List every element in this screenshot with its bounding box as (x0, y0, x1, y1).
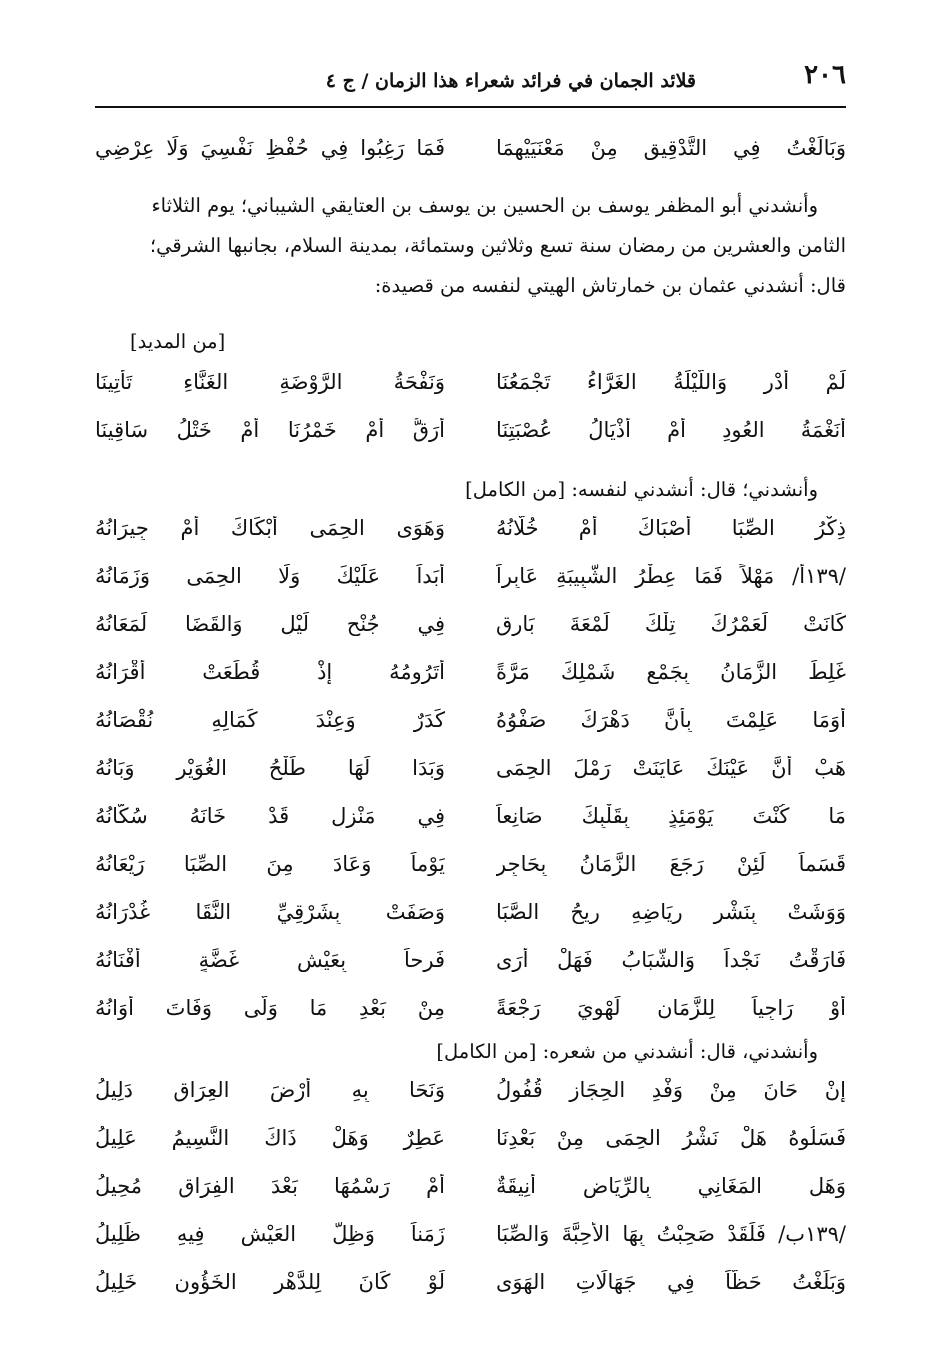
verse-second-hemistich: فِي جُنْحِ لَيْلٍ وَالقَضَا لَمَعَانُهُ (95, 612, 445, 636)
verse-first-hemistich: لَمْ أَدْرِ وَاللَّيْلَةُ الغَرَّاءُ تَجْمَعُنَا (496, 370, 846, 394)
verse (95, 410, 846, 450)
meter-label: [من الكامل] (465, 478, 566, 501)
verse-second-hemistich: فِي مَنْزِلٍ قَدْ خَانَهُ سُكَّانُهُ (95, 804, 445, 828)
verse-second-hemistich: أَتَرُومُهُ إِذْ قُطِّعَتْ أَقْرَانُهُ (95, 660, 445, 684)
verse (95, 362, 846, 402)
verse-second-hemistich: عَطِرٌ وَهَلْ ذَاكَ النَّسِيمُ عَلِيلُ (95, 1126, 445, 1150)
verse (95, 604, 846, 644)
verse-first-hemistich: هَبْ أَنَّ عَيْنَكَ عَايَنَتْ رَمْلَ الحِمَى (496, 756, 846, 780)
verse (95, 844, 846, 884)
intro-text: وأنشدني؛ قال: أنشدني لنفسه: (571, 478, 818, 501)
verse (95, 940, 846, 980)
verse-first-hemistich: مَا كُنْتَ يَوْمَئِذٍ بِقَلْبِكَ صَانِعاً (496, 804, 846, 828)
verse (95, 988, 846, 1028)
verse (95, 748, 846, 788)
verse-second-hemistich: أَرَقُّ أَمْ خَمْرُنَا أَمْ خَتْلُ سَاقِينَا (95, 418, 445, 442)
verse-first-hemistich: أَوْ رَاجِياً لِلزَّمَانِ لَهْوِيَ رَجْعَةً (496, 996, 846, 1020)
verse-first-hemistich: كَانَتْ لَعَمْرُكَ تِلْكَ لَمْعَةَ بَارِقٍ (496, 612, 846, 636)
intro-line: قال: أنشدني عثمان بن خمارتاش الهيتي لنفسه من قصيدة: (374, 274, 846, 297)
verse-second-hemistich: لَوْ كَانَ لِلدَّهْرِ الخَؤُونِ خَلِيلُ (95, 1270, 445, 1294)
verse (95, 128, 846, 168)
verse-second-hemistich: يَوْماً وَعَادَ مِنَ الصِّبَا رَيْعَانُهُ (95, 852, 445, 876)
page-number: ٢٠٦ (804, 60, 846, 90)
verse-first-hemistich: إِنْ حَانَ مِنْ وَفْدِ الحِجَازِ قُفُولُ (496, 1078, 846, 1102)
verse-second-hemistich: أَبَداً عَلَيْكَ وَلَا الحِمَى وَزَمَانُهُ (95, 564, 445, 588)
verse-second-hemistich: مِنْ بَعْدِ مَا وَلَّى وَفَاتَ أَوَانُهُ (95, 996, 445, 1020)
verse-second-hemistich: وَنَحَا بِهِ أَرْضَ العِرَاقِ دَلِيلُ (95, 1078, 445, 1102)
running-title: قلائد الجمان في فرائد شعراء هذا الزمان / ج ٤ (325, 70, 696, 92)
verse (95, 796, 846, 836)
verse (95, 652, 846, 692)
verse-first-hemistich: أَوَمَا عَلِمْتَ بِأَنَّ دَهْرَكَ صَفْوُهُ (496, 708, 846, 732)
verse-second-hemistich: وَبَدَا لَهَا طَلْحُ الغُوَيْرِ وَبَانُهُ (95, 756, 445, 780)
intro-line: الثامن والعشرين من رمضان سنة تسع وثلاثين وستمائة، بمدينة السلام، بجانبها الشرقي؛ (149, 234, 846, 257)
verse (95, 1262, 846, 1302)
intro-line (95, 1040, 846, 1063)
verse-second-hemistich: فَرِحاً بِعَيْشٍ غَضَّةٍ أَفْنَانُهُ (95, 948, 445, 972)
verse (95, 700, 846, 740)
verse (95, 1166, 846, 1206)
verse-first-hemistich: قَسَماً لَئِنْ رَجَعَ الزَّمَانُ بِحَاجِرٍ (496, 852, 846, 876)
verse-first-hemistich: فَسَلُوهُ هَلْ نَشْرُ الحِمَى مِنْ بَعْدِنَا (496, 1126, 846, 1150)
verse-first-hemistich: /١٣٩ب/ فَلَقَدْ صَحِبْتُ بِهَا الأَحِبَّةَ وَالصِّبَا (496, 1222, 846, 1246)
verse (95, 556, 846, 596)
verse-second-hemistich: وَنَفْحَةُ الرَّوْضَةِ الغَنَّاءِ تَأْتِينَا (95, 370, 445, 394)
verse (95, 1070, 846, 1110)
verse-second-hemistich: أَمْ رَسْمُهَا بَعْدَ الفِرَاقِ مُحِيلُ (95, 1174, 445, 1198)
verse (95, 1214, 846, 1254)
verse-first-hemistich: /١٣٩أ/ مَهْلاً فَمَا عِطْرُ الشَّبِيبَةِ عَابِراً (496, 564, 846, 588)
verse (95, 1118, 846, 1158)
verse (95, 892, 846, 932)
verse-first-hemistich: وَهَلِ المَغَانِي بِالرِّيَاضِ أَنِيقَةٌ (496, 1174, 846, 1198)
verse (95, 508, 846, 548)
verse-first-hemistich: وَبَالَغْتُ فِي التَّدْقِيقِ مِنْ مَعْنَيَيْهِمَا (496, 136, 846, 160)
verse-second-hemistich: زَمَناً وَظِلُّ العَيْشِ فِيهِ ظَلِيلُ (95, 1222, 445, 1246)
intro-text: وأنشدني، قال: أنشدني من شعره: (542, 1040, 818, 1063)
page-header (95, 58, 846, 108)
verse-second-hemistich: كَدَرٌ وَعِنْدَ كَمَالِهِ نُقْصَانُهُ (95, 708, 445, 732)
verse-first-hemistich: فَارَقْتُ نَجْداً وَالشَّبَابُ فَهَلْ أَرَى (496, 948, 846, 972)
intro-line (95, 478, 846, 501)
verse-first-hemistich: وَوَشَتْ بِنَشْرِ رِيَاضِهِ رِيحُ الصَّبَا (496, 900, 846, 924)
verse-first-hemistich: ذِكْرُ الصِّبَا أَصْبَاكَ أَمْ خُلَّانُهُ (496, 516, 846, 540)
verse-second-hemistich: وَصَفَتْ بِشَرْقِيِّ النَّقَا غُدْرَانُهُ (95, 900, 445, 924)
verse-first-hemistich: وَبَلَغْتُ حَظّاً فِي جَهَالَاتِ الهَوَى (496, 1270, 846, 1294)
intro-paragraph (95, 186, 846, 306)
verse-first-hemistich: غَلِطَ الزَّمَانُ بِجَمْعِ شَمْلِكَ مَرَّةً (496, 660, 846, 684)
intro-line: وأنشدني أبو المظفر يوسف بن الحسين بن يوسف بن العتايقي الشيباني؛ يوم الثلاثاء (151, 194, 818, 217)
verse-second-hemistich: فَمَا رَغِبُوا فِي حُفْظِ نَفْسِيَ وَلَا عِرْضِي (95, 136, 445, 160)
verse-second-hemistich: وَهَوَى الحِمَى أَبْكَاكَ أَمْ جِيرَانُهُ (95, 516, 445, 540)
meter-label: [من الكامل] (436, 1040, 537, 1063)
verse-first-hemistich: أَنَغْمَةُ العُودِ أَمْ أَذْيَالُ عُصْبَتِنَا (496, 418, 846, 442)
meter-label: [من المديد] (130, 330, 226, 353)
